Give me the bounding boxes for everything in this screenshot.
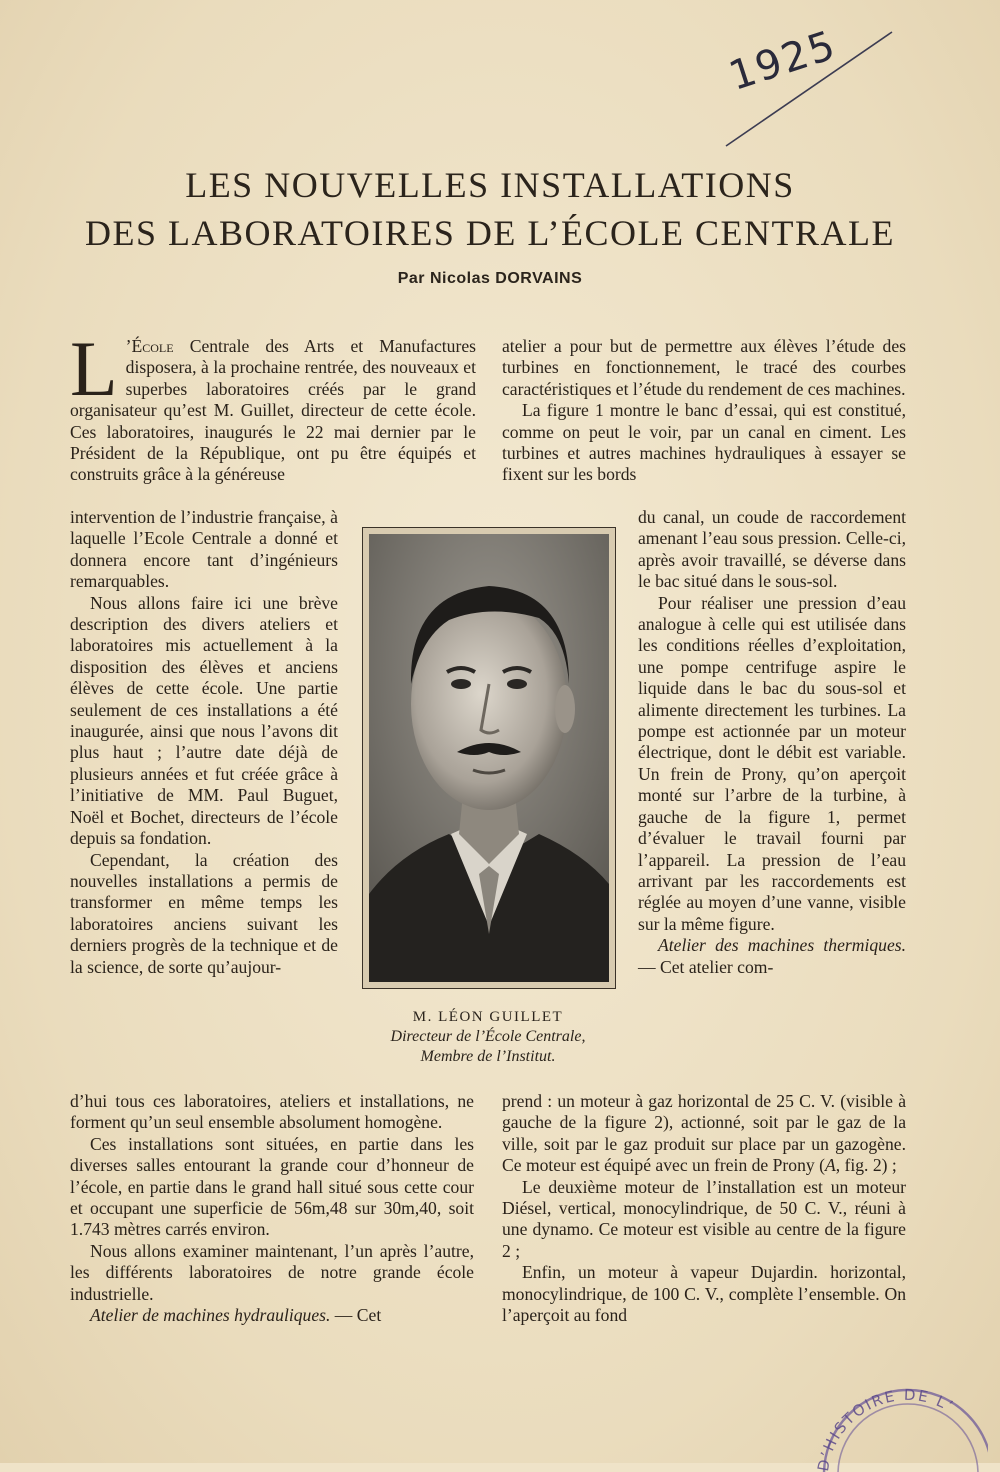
- caption-membership: Membre de l’Institut.: [420, 1048, 556, 1065]
- paragraph: L ’École Centrale des Arts et Manufactures disposera, à la prochaine rentrée, des nouveaux et superbes laboratoires créés par le grand organisateur qu’est M. Guillet, directeur de cette école. Ces laboratoires, inaugurés le 22 mai dernier par le Président de la République, ont pu être équipés et construits grâce à la généreuse: [70, 325, 476, 485]
- paragraph: prend : un moteur à gaz horizontal de 25 C. V. (visible à gauche de la figure 2), actionné, soit par le gaz de la ville, soit par le gaz produit sur place par un gazogène. Ce moteur est équipé avec un frein de Prony (A, fig. 2) ;: [502, 1091, 906, 1176]
- paragraph: Nous allons faire ici une brève description des divers ateliers et laboratoires mis actuellement à la disposition des élèves et anciens élèves de cette école. Une partie seulement de ces installations a été inaugurée, ainsi que nous l’avons dit plus haut ; l’autre date déjà de plusieurs années et fut créée grâce à l’initiative de MM. Paul Buguet, Noël et Bochet, directeurs de l’école depuis sa fondation.: [70, 592, 338, 849]
- paragraph: Enfin, un moteur à vapeur Dujardin. horizontal, monocylindrique, de 100 C. V., complète l’ensemble. On l’aperçoit au fond: [502, 1262, 906, 1326]
- paragraph: Cependant, la création des nouvelles installations a permis de transformer en même temps les laboratoires anciens suivant les derniers progrès de la technique et de la science, de sorte qu’aujour-: [70, 849, 338, 977]
- paragraph: intervention de l’industrie française, à laquelle l’Ecole Centrale a donné et donnera encore tant d’ingénieurs remarquables.: [70, 507, 338, 592]
- photo-caption: [340, 1007, 636, 1067]
- paragraph: d’hui tous ces laboratoires, ateliers et installations, ne forment qu’un seul ensemble absolument homogène.: [70, 1091, 474, 1133]
- left-column-wrapped: [70, 507, 338, 978]
- caption-name: M. LÉON GUILLET: [412, 1009, 564, 1025]
- byline: Par Nicolas DORVAINS: [397, 270, 583, 287]
- portrait-photo: [362, 527, 616, 989]
- caption-title: Directeur de l’École Centrale,: [390, 1028, 586, 1045]
- right-column-wrapped: [638, 507, 906, 978]
- paragraph: Pour réaliser une pression d’eau analogue à celle qui est utilisée dans les conditions réelles d’exploitation, une pompe centrifuge aspire le liquide dans le bac du sous-sol et alimente directement les turbines. La pompe est actionnée par un moteur électrique, dont le débit est variable. Un frein de Prony, qu’on aperçoit monté sur l’arbre de la turbine, à gauche de la figure 1, permet d’évaluer le travail fourni par l’appareil. La pression de l’eau arrivant par les raccordements est réglée au moyen d’une vanne, visible sur la même figure.: [638, 592, 906, 934]
- paragraph: Atelier des machines thermiques. — Cet atelier com-: [638, 935, 906, 977]
- right-column-bottom: [502, 1091, 906, 1326]
- paragraph: Nous allons examiner maintenant, l’un après l’autre, les différents laboratoires de notre grande école industrielle.: [70, 1240, 474, 1304]
- paragraph: atelier a pour but de permettre aux élèves l’étude des turbines en fonctionnement, le tracé des courbes caractéristiques et l’étude du rendement de ces machines.: [502, 336, 906, 399]
- handwritten-year: 1925: [723, 22, 843, 100]
- paragraph: Le deuxième moteur de l’installation est un moteur Diésel, vertical, monocylindrique, de 50 C. V., réuni à une dynamo. Ce moteur est visible au centre de la figure 2 ;: [502, 1176, 906, 1261]
- left-column-bottom: [70, 1091, 474, 1326]
- paragraph: Atelier de machines hydrauliques. — Cet: [90, 1305, 382, 1326]
- left-column-intro: [70, 325, 476, 486]
- article-title-line1: LES NOUVELLES INSTALLATIONS: [185, 165, 795, 205]
- drop-cap: L: [70, 325, 118, 412]
- portrait-image: [369, 534, 609, 982]
- paragraph: du canal, un coude de raccordement amenant l’eau sous pression. Celle-ci, après avoir travaillé, se déverse dans le bac situé dans le sous-sol.: [638, 507, 906, 592]
- article-title-line2: DES LABORATOIRES DE L’ÉCOLE CENTRALE: [85, 213, 895, 253]
- library-stamp: [808, 1382, 988, 1472]
- svg-text:D’HISTOIRE DE L’: D’HISTOIRE DE L’: [813, 1385, 958, 1472]
- paragraph: La figure 1 montre le banc d’essai, qui est constitué, comme on peut le voir, par un canal en ciment. Les turbines et autres machines hydrauliques à essayer se fixent sur les bords: [502, 400, 906, 485]
- right-column-top: [502, 336, 906, 486]
- paragraph: Ces installations sont situées, en partie dans les diverses salles entourant la grande cour d’honneur de l’école, en partie dans le grand hall situé sous cette cour et occupant une superficie de 56m,48 sur 30m,40, soit 1.743 mètres carrés environ.: [70, 1133, 474, 1240]
